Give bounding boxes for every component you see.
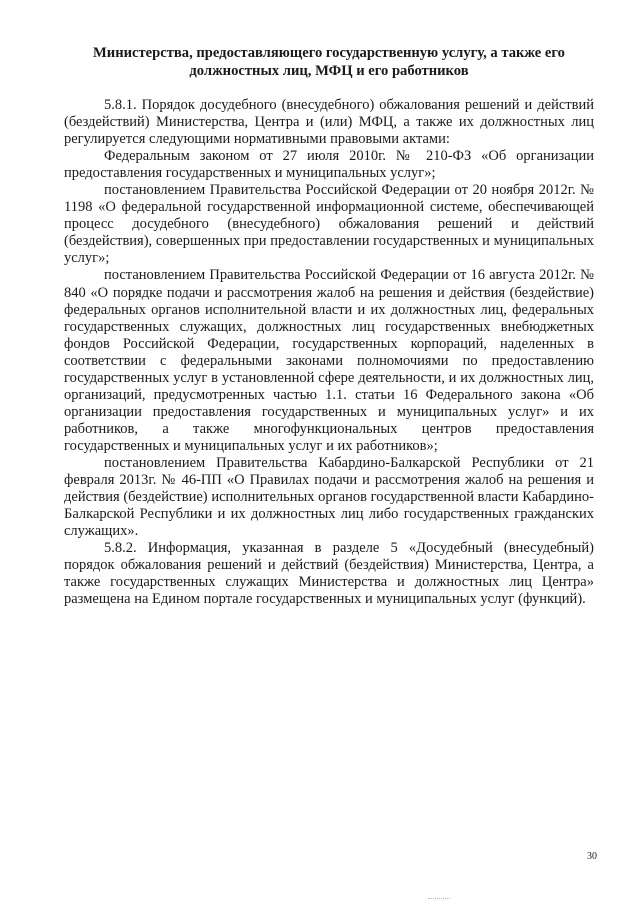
page-number: 30 — [587, 851, 597, 862]
section-heading: Министерства, предоставляющего государственную услугу, а также его должностных лиц, МФЦ и его работников — [93, 45, 565, 79]
paragraph-5-8-2: 5.8.2. Информация, указанная в разделе 5 «Досудебный (внесудебный) порядок обжалования решений и действий (бездействия) Министерства, Центра, а также государственных служащих Министерства и должностных лиц Центра» размещена на Едином портале государственных и муниципальных услуг (функций). — [64, 540, 594, 608]
paragraph-decree-1198: постановлением Правительства Российской Федерации от 20 ноября 2012г. № 1198 «О федеральной государственной информационной системе, обеспечивающей процесс досудебного (внесудебного) обжалования решений и действий (бездействия), совершенных при предоставлении государственных и муниципальных услуг»; — [64, 182, 594, 267]
paragraph-federal-law-210: Федеральным законом от 27 июля 2010г. № 210-ФЗ «Об организации предоставления государственных и муниципальных услуг»; — [64, 148, 594, 182]
paragraph-decree-840: постановлением Правительства Российской Федерации от 16 августа 2012г. № 840 «О порядке подачи и рассмотрения жалоб на решения и действия (бездействие) федеральных органов исполнительной власти и их должностных лиц, федеральных государственных служащих, должностных лиц государственных внебюджетных фондов Российской Федерации, государственных корпораций, наделенных в соответствии с федеральными законами полномочиями по предоставлению государственных услуг в установленной сфере деятельности, и их должностных лиц, организаций, предусмотренных частью 1.1. статьи 16 Федерального закона «Об организации предоставления государственных и муниципальных услуг» и их работников, а также многофункциональных центров предоставления государственных и муниципальных услуг и их работников»; — [64, 267, 594, 454]
body-text — [64, 97, 594, 608]
paragraph-5-8-1: 5.8.1. Порядок досудебного (внесудебного) обжалования решений и действий (бездействий) Министерства, Центра и (или) МФЦ, а также их должностных лиц регулируется следующими нормативными правовыми актами: — [64, 97, 594, 148]
scan-artifact — [428, 898, 450, 899]
paragraph-decree-46-pp: постановлением Правительства Кабардино-Балкарской Республики от 21 февраля 2013г. № 46-ПП «О Правилах подачи и рассмотрения жалоб на решения и действия (бездействие) исполнительных органов государственной власти Кабардино-Балкарской Республики и их должностных лиц либо государственных гражданских служащих». — [64, 454, 594, 540]
